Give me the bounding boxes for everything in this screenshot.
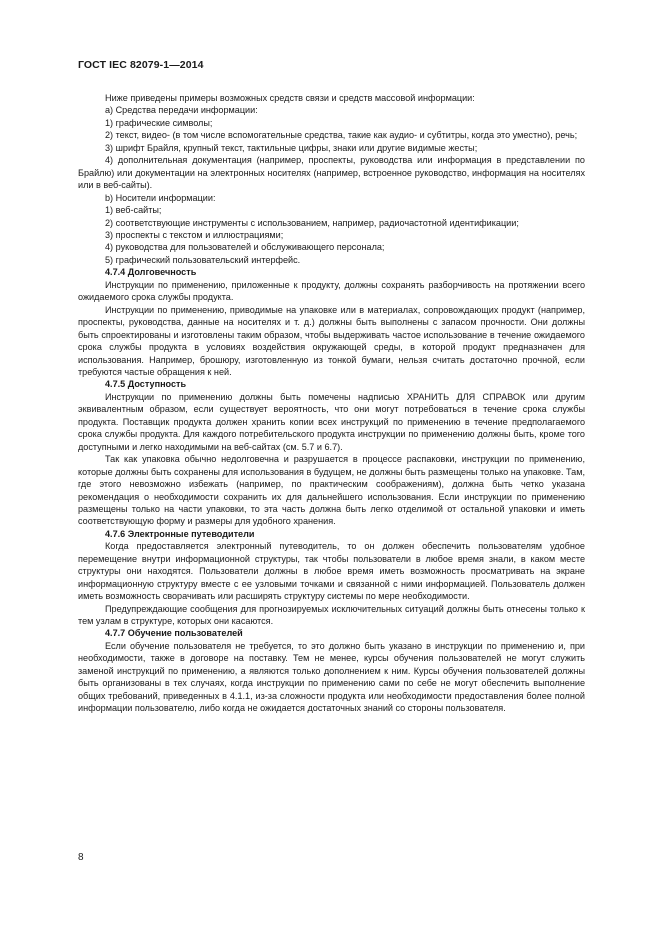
paragraph: 1) веб-сайты; xyxy=(105,205,162,216)
paragraph: Инструкции по применению, приложенные к продукту, должны сохранять разборчивость на протяжении всего ожидаемого срока службы продукта. xyxy=(78,279,585,303)
paragraph: Так как упаковка обычно недолговечна и разрушается в процессе распаковки, инструкции по применению, которые должны быть сохранены для использования в будущем, не должны быть размещены только на упаковке. Там, где этого невозможно избежать (например, по практическим соображениям), должна быть четко указана рекомендация о необходимости сохранить их для дальнейшего использования. Если инструкции по применению размещены только на части упаковки, то эта часть должна быть легко отделимой от остальной упаковки и иметь соответствующую форму и размеры для удобного хранения. xyxy=(78,454,586,527)
paragraph: a) Средства передачи информации: xyxy=(105,105,258,116)
page-number: 8 xyxy=(78,852,84,863)
document-header: ГОСТ IEC 82079-1—2014 xyxy=(78,59,204,71)
section-heading: 4.7.4 Долговечность xyxy=(105,267,197,278)
paragraph: Если обучение пользователя не требуется, то это должно быть указано в инструкции по применению и, при необходимости, также в договоре на поставку. Тем не менее, курсы обучения пользователей не могут служить заменой инструкций по применению, а являются только дополнением к ним. Курсы обучения пользователей должны быть организованы в тех случаях, когда инструкции по применению сами по себе не могут обеспечить выполнение общих требований, приведенных в 4.1.1, из-за сложности продукта или необходимости предоставления более полной информации пользователю, либо когда не ожидается достаточных знаний со стороны пользователя. xyxy=(78,640,585,714)
paragraph: 1) графические символы; xyxy=(105,117,213,128)
paragraph: b) Носители информации: xyxy=(105,192,216,203)
paragraph: Инструкции по применению, приводимые на упаковке или в материалах, сопровождающих продукт (например, проспекты, руководства, данные на носителях и т. д.) должны быть выполнены с запасом прочности. Они должны быть спроектированы и изготовлены таким образом, чтобы выдерживать частое использование в течение ожидаемого срока службы продукта в условиях воздействия окружающей среды, в которой продукт предназначен для использования. Например, брошюру, изготовленную из тонкой бумаги, нельзя считать достаточно прочной, если требуются частые обращения к ней. xyxy=(78,304,585,377)
section-heading: 4.7.5 Доступность xyxy=(105,379,187,390)
paragraph: 3) шрифт Брайля, крупный текст, тактильные цифры, знаки или другие видимые жесты; xyxy=(105,142,478,153)
paragraph: 5) графический пользовательский интерфейс. xyxy=(105,254,301,265)
paragraph: Когда предоставляется электронный путеводитель, то он должен обеспечить пользователям удобное перемещение внутри информационной структуры, так чтобы пользователи в любое время знали, в каком месте структуры они находятся. Пользователи должны в любое время иметь возможность просматривать на экране информационную структуру вместе с ее узловыми точками и связанной с ними информацией. Пользователь должен иметь возможность сворачивать или расширять структуру системы по мере необходимости. xyxy=(78,541,585,602)
paragraph: Инструкции по применению должны быть помечены надписью ХРАНИТЬ ДЛЯ СПРАВОК или другим эквивалентным образом, если существует вероятность, что они могут потребоваться в течение срока службы продукта. Поставщик продукта должен хранить копии всех инструкций по применению в течение предполагаемого срока службы продукта. Для каждого потребительского продукта инструкции по применению должны быть, кроме того доступными и легко находимыми на веб-сайтах (см. 5.7 и 6.7). xyxy=(78,391,585,452)
paragraph: Ниже приведены примеры возможных средств связи и средств массовой информации: xyxy=(105,93,475,103)
paragraph: Предупреждающие сообщения для прогнозируемых исключительных ситуаций должны быть отнесены только к тем узлам в структуре, которых они касаются. xyxy=(78,603,585,627)
paragraph: 2) текст, видео- (в том числе вспомогательные средства, такие как аудио- и субтитры, когда это уместно), речь; xyxy=(105,130,578,141)
paragraph: 4) руководства для пользователей и обслуживающего персонала; xyxy=(105,242,385,253)
section-heading: 4.7.6 Электронные путеводители xyxy=(105,528,255,539)
paragraph: 3) проспекты с текстом и иллюстрациями; xyxy=(105,229,284,240)
paragraph: 2) соответствующие инструменты с использованием, например, радиочастотной идентификации; xyxy=(105,217,519,228)
section-heading: 4.7.7 Обучение пользователей xyxy=(105,628,243,639)
document-body xyxy=(78,92,585,715)
paragraph: 4) дополнительная документация (например, проспекты, руководства или информация в представлении по Брайлю) или документации на электронных носителях (например, встроенное руководство, информация на носителях или в веб-сайты). xyxy=(78,155,585,191)
